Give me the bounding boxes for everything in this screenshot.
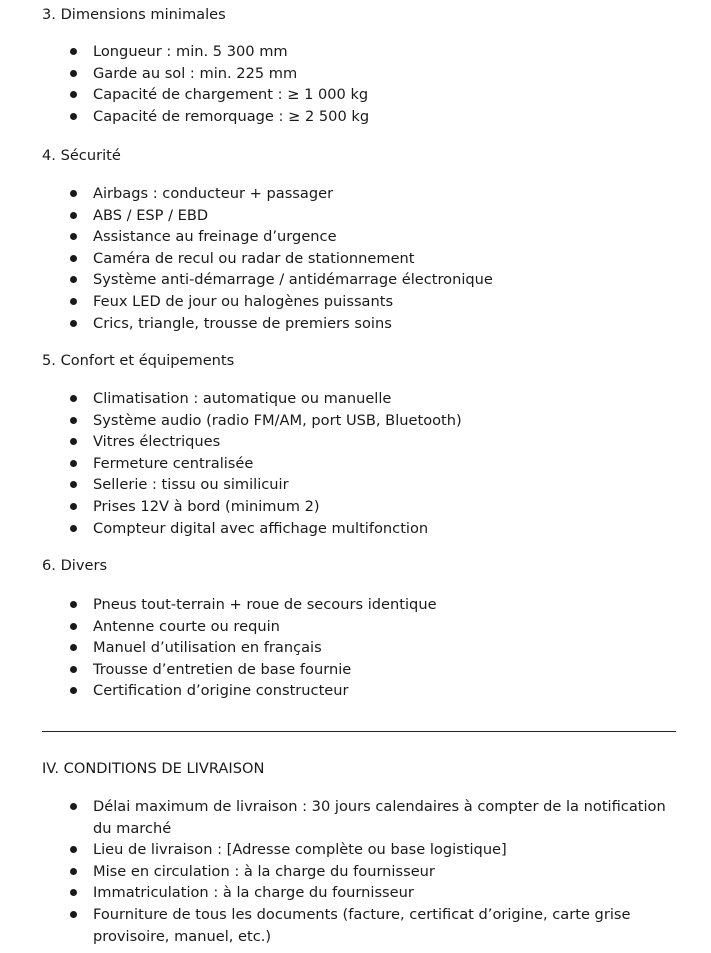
securite-list <box>0 183 711 334</box>
bullet-icon <box>70 460 77 467</box>
bullet-icon <box>70 255 77 262</box>
list-item: Airbags : conducteur + passager <box>0 183 711 205</box>
bullet-icon <box>70 666 77 673</box>
list-item: Capacité de remorquage : ≥ 2 500 kg <box>0 106 711 128</box>
list-item: Certification d’origine constructeur <box>0 680 711 702</box>
list-item: Pneus tout-terrain + roue de secours identique <box>0 594 711 616</box>
bullet-icon <box>70 212 77 219</box>
list-item: Délai maximum de livraison : 30 jours calendaires à compter de la notification du marché <box>0 796 711 839</box>
bullet-icon <box>70 481 77 488</box>
list-item: Fourniture de tous les documents (facture, certificat d’origine, carte grise provisoire, manuel, etc.) <box>0 904 711 947</box>
list-item: Manuel d’utilisation en français <box>0 637 711 659</box>
bullet-icon <box>70 91 77 98</box>
bullet-icon <box>70 868 77 875</box>
bullet-icon <box>70 233 77 240</box>
bullet-icon <box>70 48 77 55</box>
divers-list <box>0 594 711 702</box>
bullet-icon <box>70 190 77 197</box>
bullet-icon <box>70 644 77 651</box>
bullet-icon <box>70 687 77 694</box>
list-item: Lieu de livraison : [Adresse complète ou base logistique] <box>0 839 711 861</box>
bullet-icon <box>70 601 77 608</box>
section-heading-confort: 5. Confort et équipements <box>42 352 235 369</box>
bullet-icon <box>70 503 77 510</box>
confort-list <box>0 388 711 539</box>
bullet-icon <box>70 803 77 810</box>
bullet-icon <box>70 395 77 402</box>
list-item: Prises 12V à bord (minimum 2) <box>0 496 711 518</box>
list-item: Longueur : min. 5 300 mm <box>0 41 711 63</box>
list-item: Mise en circulation : à la charge du fournisseur <box>0 861 711 883</box>
section-heading-livraison: IV. CONDITIONS DE LIVRAISON <box>42 760 265 777</box>
list-item: Caméra de recul ou radar de stationnement <box>0 248 711 270</box>
dimensions-list <box>0 41 711 127</box>
livraison-list <box>0 796 711 947</box>
bullet-icon <box>70 70 77 77</box>
bullet-icon <box>70 417 77 424</box>
list-item: Sellerie : tissu ou similicuir <box>0 474 711 496</box>
list-item: Compteur digital avec affichage multifonction <box>0 518 711 540</box>
bullet-icon <box>70 911 77 918</box>
bullet-icon <box>70 525 77 532</box>
list-item: Fermeture centralisée <box>0 453 711 475</box>
list-item: Trousse d’entretien de base fournie <box>0 659 711 681</box>
bullet-icon <box>70 298 77 305</box>
bullet-icon <box>70 276 77 283</box>
list-item: Antenne courte ou requin <box>0 616 711 638</box>
section-heading-dimensions: 3. Dimensions minimales <box>42 6 226 23</box>
list-item: Feux LED de jour ou halogènes puissants <box>0 291 711 313</box>
section-heading-securite: 4. Sécurité <box>42 147 121 164</box>
list-item: Assistance au freinage d’urgence <box>0 226 711 248</box>
bullet-icon <box>70 889 77 896</box>
bullet-icon <box>70 623 77 630</box>
section-divider <box>42 731 676 732</box>
bullet-icon <box>70 846 77 853</box>
bullet-icon <box>70 320 77 327</box>
list-item: Climatisation : automatique ou manuelle <box>0 388 711 410</box>
list-item: Capacité de chargement : ≥ 1 000 kg <box>0 84 711 106</box>
list-item: ABS / ESP / EBD <box>0 205 711 227</box>
list-item: Crics, triangle, trousse de premiers soins <box>0 313 711 335</box>
list-item: Système audio (radio FM/AM, port USB, Bluetooth) <box>0 410 711 432</box>
bullet-icon <box>70 438 77 445</box>
list-item: Vitres électriques <box>0 431 711 453</box>
bullet-icon <box>70 113 77 120</box>
list-item: Garde au sol : min. 225 mm <box>0 63 711 85</box>
list-item: Immatriculation : à la charge du fournisseur <box>0 882 711 904</box>
list-item: Système anti-démarrage / antidémarrage électronique <box>0 269 711 291</box>
section-heading-divers: 6. Divers <box>42 557 108 574</box>
